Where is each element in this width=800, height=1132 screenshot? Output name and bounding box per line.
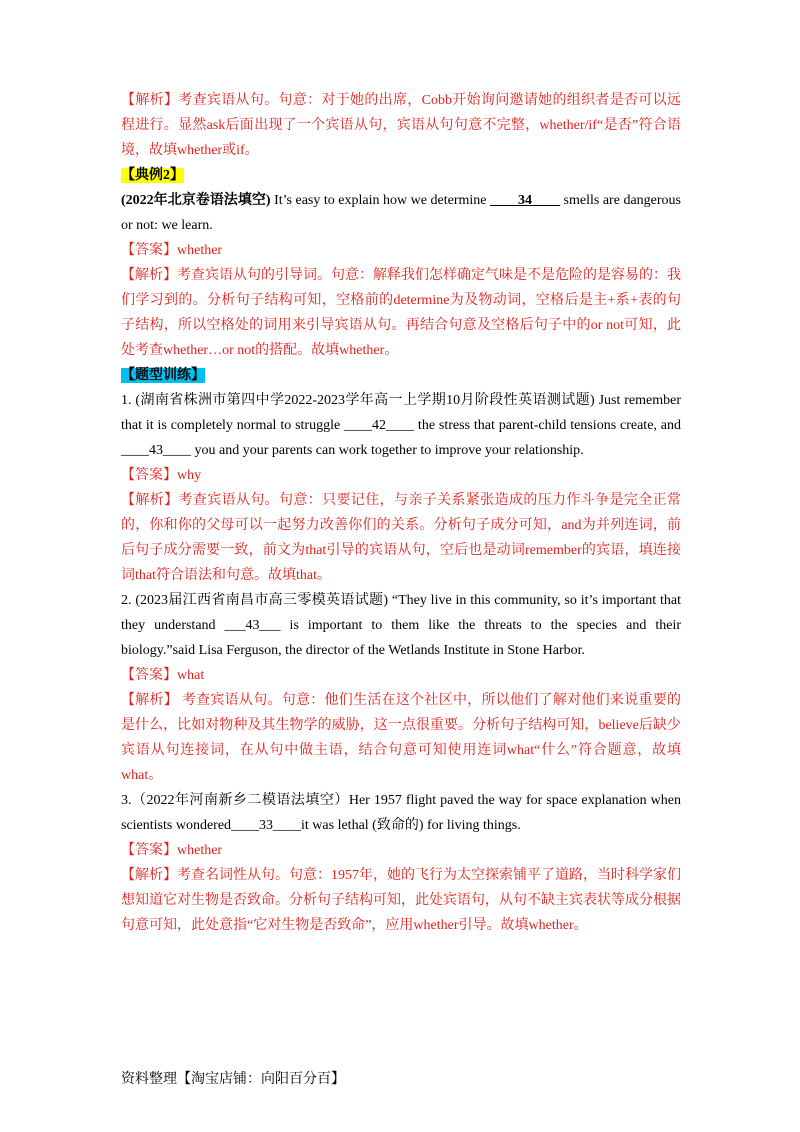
analysis-text: 【解析】考查名词性从句。句意：1957年，她的飞行为太空探索铺平了道路，当时科学家们想知道它对生物是否致命。分析句子结构可知，此处宾语句，从句不缺主宾表状等成分根据句意可知，此处意指“它对生物是否致命”，应用whether引导。故填whether。 bbox=[121, 868, 681, 933]
analysis-text: 【解析】考查宾语从句。句意：对于她的出席，Cobb开始询问邀请她的组织者是否可以远程进行。显然ask后面出现了一个宾语从句，宾语从句句意不完整，whether/if“是否”符合语境，故填whether或if。 bbox=[121, 93, 681, 158]
answer-text: 【答案】whether bbox=[121, 843, 223, 858]
answer-text: 【答案】whether bbox=[121, 243, 223, 258]
question-text: 1. (湖南省株洲市第四中学2022-2023学年高一上学期10月阶段性英语测试题) Just remember that it is completely normal to struggle ____42____ the stress that parent-child tensions create, and ____43____ you and your parents can work together to improve your relationship. bbox=[121, 393, 681, 458]
content-area bbox=[121, 88, 681, 938]
practice-tag: 【题型训练】 bbox=[121, 368, 205, 383]
question-text: It’s easy to explain how we determine bbox=[270, 193, 491, 208]
answer-text: 【答案】what bbox=[121, 668, 205, 683]
analysis-text: 【解析】考查宾语从句的引导词。句意：解释我们怎样确定气味是不是危险的是容易的：我们学习到的。分析句子结构可知，空格前的determine为及物动词，空格后是主+系+表的句子结构，所以空格处的词用来引导宾语从句。再结合句意及空格后句子中的or not可知，此处考查whether…or not的搭配。故填whether。 bbox=[121, 268, 681, 358]
question-text: 3.（2022年河南新乡二模语法填空）Her 1957 flight paved the way for space explanation when scientists wondered____33____it was lethal (致命的) for living things. bbox=[121, 793, 681, 833]
analysis-text: 【解析】 考查宾语从句。句意：他们生活在这个社区中，所以他们了解对他们来说重要的是什么，比如对物种及其生物学的威胁，这一点很重要。分析句子结构可知，believe后缺少宾语从句连接词，在从句中做主语，结合句意可知使用连词what“什么”符合题意，故填what。 bbox=[121, 693, 681, 783]
analysis-text: 【解析】考查宾语从句。句意：只要记住，与亲子关系紧张造成的压力作斗争是完全正常的，你和你的父母可以一起努力改善你们的关系。分析句子成分可知，and为并列连词，前后句子成分需要一致，前文为that引导的宾语从句，空后也是动词remember的宾语，填连接词that符合语法和句意。故填that。 bbox=[121, 493, 681, 583]
page-footer: 资料整理【淘宝店铺：向阳百分百】 bbox=[121, 1072, 345, 1087]
answer-text: 【答案】why bbox=[121, 468, 202, 483]
question-blank: ____34____ bbox=[490, 193, 561, 208]
example-question bbox=[121, 188, 681, 238]
question-source: (2022年北京卷语法填空) bbox=[121, 193, 271, 208]
example-heading bbox=[121, 163, 681, 188]
question-text: smells are dangerous or not: we learn. bbox=[121, 193, 681, 233]
question-text: 2. (2023届江西省南昌市高三零模英语试题) “They live in this community, so it’s important that they understand ___43___ is important to them like the threats to the species and their biology.”said Lisa Ferguson, the director of the Wetlands Institute in Stone Harbor. bbox=[121, 593, 681, 658]
example-tag: 【典例2】 bbox=[121, 168, 184, 183]
practice-heading bbox=[121, 363, 681, 388]
